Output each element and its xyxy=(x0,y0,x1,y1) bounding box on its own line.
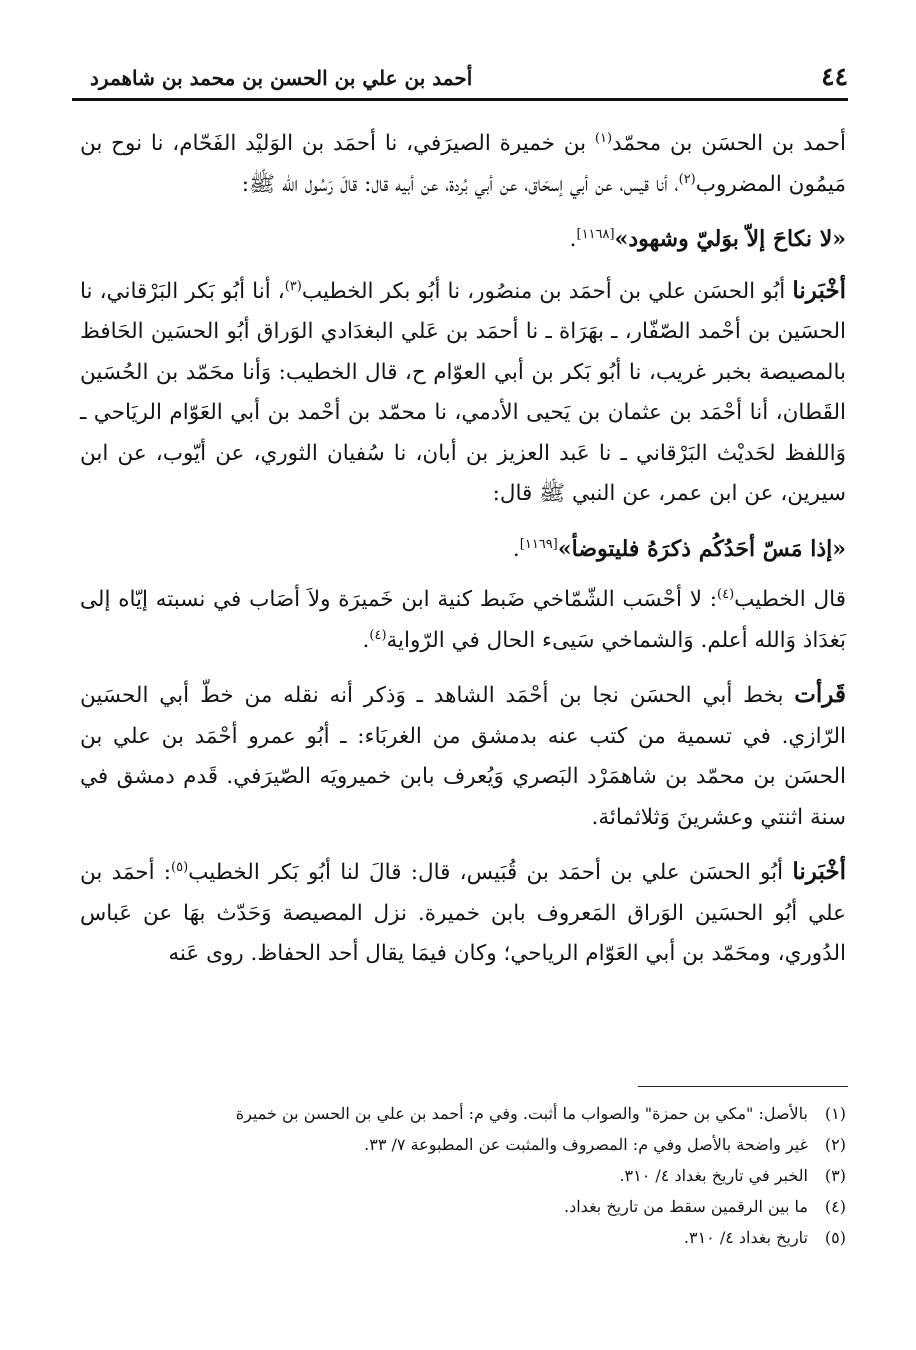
keyword-akhbarana: أخْبَرنا xyxy=(792,858,846,885)
footnote-4 xyxy=(80,1191,846,1222)
footnote-ref: (١) xyxy=(594,130,613,146)
footnote-text: ما بين الرقمين سقط من تاريخ بغداد. xyxy=(564,1197,808,1216)
footnote-number: (٤) xyxy=(824,1197,846,1216)
keyword-qarat: قَرأت xyxy=(794,681,846,708)
main-text xyxy=(80,124,846,989)
paragraph-text: قال الخطيب xyxy=(734,587,846,612)
footnote-ref: (٣) xyxy=(284,278,302,294)
paragraph-1 xyxy=(80,124,846,205)
footnote-ref: (٤) xyxy=(717,586,735,602)
paragraph-text: ، أنا أبُو بَكر البَرْقاني، نا الحسَين بن أحْمد الصّفّار، ـ بهَرَاة ـ نا أحمَد بن عَلي البغدَادي الوَراق أبُو الحسَين الحَافظ بالمصيصة بخبر غريب، نا أبُو بَكر بن أبي العوّام ح، قال الخطيب: وَأنا محَمّد بن الحُسَين القَطان، أنا أحْمَد بن عثمان بن يَحيى الأدمي، نا محمّد بن أحْمد بن أبي العَوّام الريَاحي ـ وَاللفظ لحَديْث البَرْقاني ـ نا عَبد العزيز بن أبان، نا سُفيان الثوري، عن أيّوب، عن ابن سيرين، عن ابن عمر، عن النبي ﷺ قال: xyxy=(80,278,846,506)
hadith-end: . xyxy=(512,536,520,562)
page-header xyxy=(72,58,848,101)
hadith-1 xyxy=(80,219,846,261)
keyword-akhbarana: أخْبَرنا xyxy=(792,276,846,304)
footnote-3 xyxy=(80,1160,846,1191)
footnote-number: (١) xyxy=(824,1104,846,1123)
paragraph-text: : أحمَد بن علي أبُو الحسَين الوَراق المَعروف بابن خميرة. نزل المصيصة وَحَدّث بهَا عن عَباس الدُوري، ومحَمّد بن أبي العَوّام الرياحي؛ وكان فيمَا يقال أحد الحفاظ. روى عَنه xyxy=(80,860,846,966)
hadith-end: . xyxy=(569,227,577,252)
paragraph-text: أبُو الحسَن علي بن أحمَد بن قُبَيس، قال: قالَ لنا أبُو بَكر الخطيب xyxy=(188,860,793,885)
paragraph-text: ، أنا قيس، عن أبي إسحَاق، عن أبي بُردة، عن أبيه قال: قالَ رَسُول الله ﷺ: xyxy=(241,171,679,197)
hadith-ref: [١١٦٨] xyxy=(576,226,615,242)
hadith-ref: [١١٦٩] xyxy=(519,536,558,552)
paragraph-2 xyxy=(80,271,846,515)
paragraph-3 xyxy=(80,580,846,661)
page-number: ٤٤ xyxy=(821,62,848,91)
footnote-ref: (٥) xyxy=(171,859,189,875)
paragraph-text: أحمد بن الحسَن بن محمّد xyxy=(612,131,846,156)
paragraph-5 xyxy=(80,852,846,975)
footnote-text: بالأصل: "مكي بن حمزة" والصواب ما أثبت. وفي م: أحمد بن علي بن الحسن بن خميرة xyxy=(235,1104,808,1123)
footnote-2 xyxy=(80,1129,846,1160)
footnotes xyxy=(80,1098,846,1253)
footnote-text: تاريخ بغداد ٤/ ٣١٠. xyxy=(683,1228,808,1247)
footnote-ref: (٢) xyxy=(678,171,696,187)
footnote-text: غير واضحة بالأصل وفي م: المصروف والمثبت عن المطبوعة ٧/ ٣٣. xyxy=(364,1135,808,1154)
footnote-ref: (٤) xyxy=(369,627,387,643)
hadith-2 xyxy=(80,529,846,571)
hadith-text: «لا نكاحَ إلاّ بوَليّ وشهود» xyxy=(614,226,846,252)
paragraph-text: أبُو الحسَن علي بن أحمَد بن منصُور، نا أبُو بكر الخطيب xyxy=(301,278,793,304)
footnote-number: (٥) xyxy=(824,1228,846,1247)
footnote-number: (٣) xyxy=(824,1166,846,1185)
paragraph-text: بخط أبي الحسَن نجا بن أحْمَد الشاهد ـ وَذكر أنه نقله من خطّ أبي الحسَين الرّازي. في تسمية من كتب عنه بدمشق من الغربَاء: ـ أبُو عمرو أحْمَد بن علي بن الحسَن بن محمّد بن شاهمَرْد البَصري وَيُعرف بابن خميرويَه الصّيرَفي. قَدم دمشق في سنة اثنتي وعشرينَ وَثلاثمائة. xyxy=(80,683,846,830)
footnote-5 xyxy=(80,1222,846,1253)
paragraph-text: بن خميرة الصيرَفي، نا أحمَد بن الوَليْد الفَحّام، نا نوح بن مَيمُون المضروب xyxy=(80,131,846,197)
paragraph-4 xyxy=(80,675,846,838)
running-title: أحمد بن علي بن الحسن بن محمد بن شاهمرد xyxy=(90,66,473,90)
paragraph-end: . xyxy=(362,627,370,653)
footnote-divider xyxy=(638,1086,848,1087)
footnote-text: الخبر في تاريخ بغداد ٤/ ٣١٠. xyxy=(619,1166,808,1185)
footnote-1 xyxy=(80,1098,846,1129)
hadith-text: «إذا مَسّ أحَدُكُم ذكرَهُ فليتوضأ» xyxy=(557,535,846,562)
paragraph-text: : لا أحْسَب الشّمّاخي ضَبط كنية ابن خَميرَة ولاَ أصَاب في نسبته إيّاه إلى بَغدَاذ وَالله أعلم. وَالشماخي سَيىء الحال في الرّواية xyxy=(80,587,846,653)
footnote-number: (٢) xyxy=(824,1135,846,1154)
